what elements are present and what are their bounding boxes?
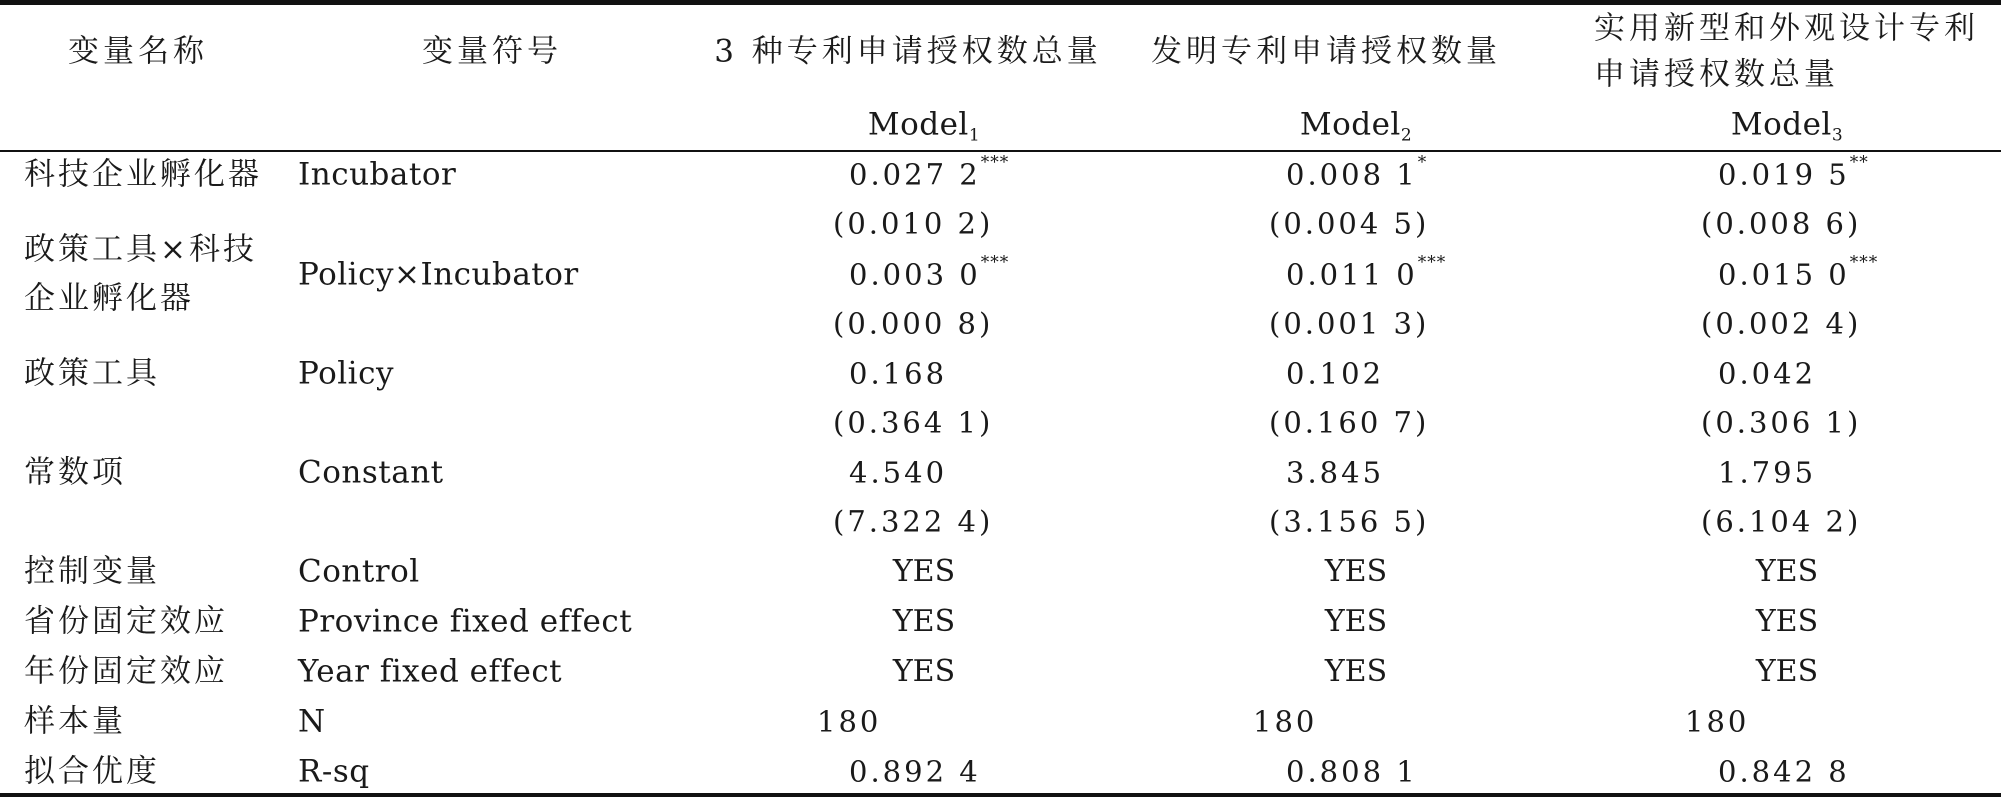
coef-m1: 0.168: [849, 356, 948, 391]
header-col2: 发明专利申请授权数量: [1151, 33, 1501, 70]
coef-m3: 0.042: [1718, 356, 1817, 391]
se-m2: (0.001 3): [1269, 306, 1430, 341]
value-m1: YES: [892, 604, 956, 639]
row-name: 年份固定效应: [24, 653, 228, 690]
row-symbol: R-sq: [298, 753, 370, 790]
value-m1: YES: [892, 554, 956, 589]
header-col1: 3 种专利申请授权数总量: [714, 33, 1102, 70]
se-m2: (3.156 5): [1269, 504, 1430, 539]
header-col3-line2: 申请授权数总量: [1594, 56, 1839, 93]
header-var-symbol: 变量符号: [422, 33, 562, 70]
value-m1: YES: [892, 654, 956, 689]
row-symbol: Province fixed effect: [298, 603, 633, 640]
value-m2: YES: [1324, 654, 1388, 689]
se-m1: (0.010 2): [833, 206, 994, 241]
value-m2: YES: [1324, 554, 1388, 589]
value-m2: YES: [1324, 604, 1388, 639]
se-m2: (0.160 7): [1269, 405, 1430, 440]
row-name: 拟合优度: [24, 753, 160, 790]
row-symbol: Constant: [298, 454, 444, 491]
value-m3: YES: [1755, 654, 1819, 689]
coef-m3: 0.019 5**: [1718, 152, 1869, 192]
value-m3: YES: [1755, 604, 1819, 639]
value-m1: 0.892 4: [849, 754, 981, 789]
model3-label: Model$_3$: [1730, 106, 1844, 146]
se-m3: (0.002 4): [1701, 306, 1862, 341]
row-symbol: Policy×Incubator: [298, 256, 579, 293]
row-symbol: Control: [298, 553, 420, 590]
row-symbol: Year fixed effect: [298, 653, 563, 690]
row-symbol: Policy: [298, 355, 394, 392]
model2-label: Model$_2$: [1299, 106, 1413, 146]
row-name: 政策工具: [24, 355, 160, 392]
value-m2: 0.808 1: [1286, 754, 1418, 789]
model1-label: Model$_1$: [867, 106, 981, 146]
se-m3: (0.306 1): [1701, 405, 1862, 440]
se-m1: (7.322 4): [833, 504, 994, 539]
coef-m1: 4.540: [849, 455, 948, 490]
row-name: 省份固定效应: [24, 603, 228, 640]
value-m3: YES: [1755, 554, 1819, 589]
row-name: 常数项: [24, 454, 126, 491]
row-symbol: N: [298, 703, 326, 740]
row-name-line1: 政策工具×科技: [24, 231, 257, 268]
header-col3-line1: 实用新型和外观设计专利: [1594, 10, 1979, 47]
header-var-name: 变量名称: [68, 33, 208, 70]
row-symbol: Incubator: [298, 156, 457, 193]
coef-m1: 0.003 0***: [849, 252, 1010, 292]
se-m1: (0.000 8): [833, 306, 994, 341]
se-m2: (0.004 5): [1269, 206, 1430, 241]
coef-m1: 0.027 2***: [849, 152, 1010, 192]
row-name: 样本量: [24, 703, 126, 740]
top-rule: [0, 0, 2001, 5]
row-name-line2: 企业孵化器: [24, 280, 194, 317]
coef-m2: 0.102: [1286, 356, 1385, 391]
row-name: 科技企业孵化器: [24, 156, 262, 193]
bottom-rule: [0, 793, 2001, 797]
value-m1: 180: [817, 704, 882, 739]
coef-m2: 0.011 0***: [1286, 252, 1447, 292]
coef-m3: 1.795: [1718, 455, 1817, 490]
value-m3: 180: [1685, 704, 1750, 739]
se-m1: (0.364 1): [833, 405, 994, 440]
coef-m3: 0.015 0***: [1718, 252, 1879, 292]
value-m3: 0.842 8: [1718, 754, 1850, 789]
coef-m2: 3.845: [1286, 455, 1385, 490]
se-m3: (0.008 6): [1701, 206, 1862, 241]
coef-m2: 0.008 1*: [1286, 152, 1428, 192]
value-m2: 180: [1253, 704, 1318, 739]
se-m3: (6.104 2): [1701, 504, 1862, 539]
row-name: 控制变量: [24, 553, 160, 590]
